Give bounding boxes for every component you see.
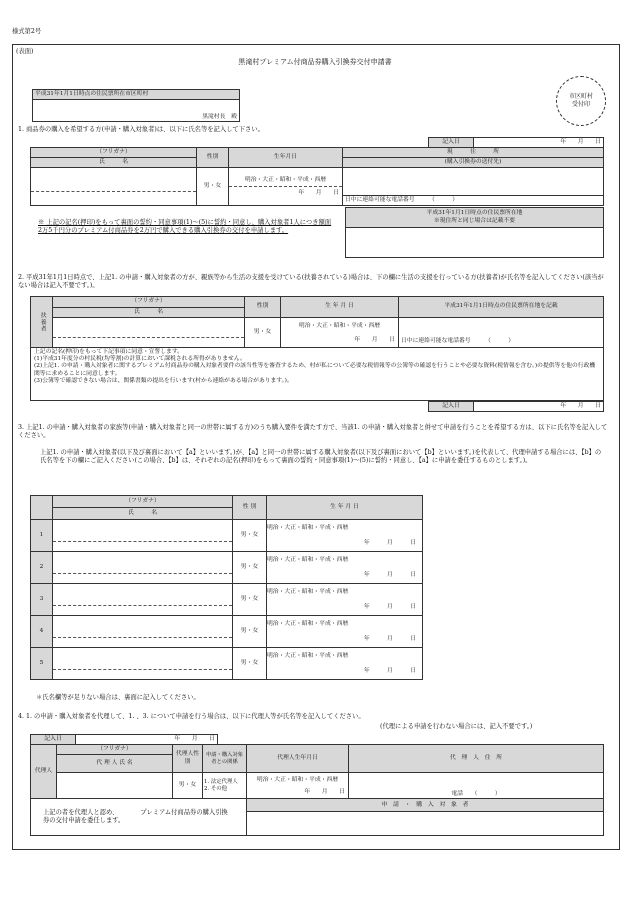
s4-table xyxy=(30,744,604,836)
section2-text: 2. 平成31年1月1日時点で、上記1. の申請・購入対象者の方が、親族等から生活の支援を受けている(扶養されている)場合は、下の欄に生活の支援を行っている方(扶養者)が氏名等を記入してください(該当がない場合は記入不要です。)。 xyxy=(18,274,604,290)
s1-era[interactable]: 明治・大正・昭和・平成・西暦 xyxy=(229,174,342,187)
s2-consent xyxy=(31,348,604,401)
s2-name-cell[interactable] xyxy=(53,318,245,348)
s1-prev-address xyxy=(345,207,604,258)
s1-kana-header: （フリガナ） xyxy=(31,148,197,158)
s3-ymd[interactable]: 年 月 日 xyxy=(363,667,416,674)
s1-date-label: 記入日 xyxy=(429,138,474,148)
s3-gender-value[interactable]: 男・女 xyxy=(233,648,267,680)
s3-row-number: 1 xyxy=(31,520,53,552)
s1-name-header: 氏 名 xyxy=(31,158,197,168)
s3-table xyxy=(30,495,423,680)
s2-consent-3: (3)公簿等で確認できない場合は、関係書類の提出を行います(村から連絡がある場合があります。)。 xyxy=(34,377,293,384)
s2-gender-value[interactable]: 男・女 xyxy=(245,318,281,348)
s1-address-cell[interactable] xyxy=(343,168,604,206)
s1-birth-cell[interactable] xyxy=(229,168,343,206)
s1-birth-header: 生年月日 xyxy=(229,148,343,168)
s3-ymd[interactable]: 年 月 日 xyxy=(363,603,416,610)
s1-ymd[interactable]: 年 月 日 xyxy=(298,190,339,196)
s4-date-label: 記入日 xyxy=(31,735,76,745)
s3-name-header: 氏 名 xyxy=(53,508,233,520)
s3-gender-value[interactable]: 男・女 xyxy=(233,616,267,648)
s2-date-label: 記入日 xyxy=(429,402,474,412)
s4-gender-value[interactable]: 男・女 xyxy=(173,773,203,799)
s3-ymd[interactable]: 年 月 日 xyxy=(363,635,416,642)
s3-kana-input[interactable] xyxy=(53,658,232,670)
section4-text: 4. 1. の申請・購入対象者を代理して、1. 、3. について申請を行う場合は、以下に代理人等が氏名等を記入してください。 xyxy=(18,713,365,720)
s1-address-sub: (購入引換券の送付先) xyxy=(343,158,604,168)
s2-birth-header: 生 年 月 日 xyxy=(281,297,399,318)
reception-stamp xyxy=(556,76,606,126)
side-label: (表面) xyxy=(16,48,34,55)
s1-date-value[interactable]: 年 月 日 xyxy=(474,138,604,148)
s3-row xyxy=(31,584,423,616)
address-box-header: 平成31年1月1日時点の住民票所在市区町村 xyxy=(33,90,240,100)
s4-ymd[interactable]: 年 月 日 xyxy=(304,788,345,795)
s1-phone[interactable]: 日中に連絡可能な電話番号 （ ） xyxy=(343,195,603,205)
s3-kana-input[interactable] xyxy=(53,530,232,542)
section3-explain: 上記1. の申請・購入対象者(以下及び裏面において【a】といいます。)が、【a】と同一の世帯に属する購入対象者(以下及び裏面において【b】といいます。)を代表して、代理申請する場合には、【b】の氏名等を下の欄にご記入ください(この場合、【b】は、それぞれの記名(押印)をもって裏面の誓約・同意事項(1)〜(5)に誓約・同意し、【a】に申請を委任するものとします。)。 xyxy=(40,449,602,465)
s4-address-header: 代 理 人 住 所 xyxy=(349,745,604,773)
s3-row xyxy=(31,552,423,584)
s3-gender-value[interactable]: 男・女 xyxy=(233,552,267,584)
s2-date-value[interactable]: 年 月 日 xyxy=(474,402,604,412)
s4-kana-header: （フリガナ） xyxy=(57,745,173,755)
s4-phone[interactable]: 電話 （ ） xyxy=(349,773,604,799)
s2-kana-input[interactable] xyxy=(53,327,244,338)
s4-date-value[interactable]: 年 月 日 xyxy=(76,735,218,745)
s4-relation-option-1[interactable]: 1. 法定代理人 xyxy=(204,778,238,785)
addressee: 黒滝村長 殿 xyxy=(33,100,240,122)
s3-row-number: 4 xyxy=(31,616,53,648)
s1-name-cell[interactable] xyxy=(31,168,197,206)
stamp-line2: 受付印 xyxy=(571,101,590,108)
s4-proxy-label: 代理人 xyxy=(31,745,57,799)
s3-row-number: 5 xyxy=(31,648,53,680)
s2-date-box xyxy=(428,401,604,412)
s3-gender-header: 性 別 xyxy=(233,496,267,520)
section3-text: 3. 上記1. の申請・購入対象者の家族等(申請・購入対象者と同一の世帯に属する方)のうち購入要件を満たす方で、当該1. の申請・購入対象者と併せて申請を行うことを希望する方は、以下に氏名等を記入してください。 xyxy=(18,424,608,440)
s3-kana-header: （フリガナ） xyxy=(53,496,233,508)
s4-applicant-input[interactable] xyxy=(247,812,603,835)
s1-kana-input[interactable] xyxy=(31,181,196,192)
s3-era[interactable]: 明治・大正・昭和・平成・西暦 xyxy=(267,556,349,563)
section1-text: 1. 商品券の購入を希望する方(申請・購入対象者)は、以下に氏名等を記入して下さい。 xyxy=(18,126,264,133)
section4-text2: (代理による申請を行わない場合には、記入不要です。) xyxy=(380,723,533,730)
stamp-line1: 市区町村 xyxy=(568,93,593,101)
s3-row-number: 3 xyxy=(31,584,53,616)
s3-row xyxy=(31,520,423,552)
s2-name-header: 氏 名 xyxy=(53,308,245,318)
s1-prev-address-label: 平成31年1月1日時点の住民票所在地 xyxy=(426,210,523,217)
s3-era[interactable]: 明治・大正・昭和・平成・西暦 xyxy=(267,588,349,595)
s2-birth-cell[interactable] xyxy=(281,318,399,348)
s4-relation-option-2[interactable]: 2. その他 xyxy=(204,785,228,792)
address-box xyxy=(32,89,240,122)
s2-table xyxy=(30,296,604,401)
s3-era[interactable]: 明治・大正・昭和・平成・西暦 xyxy=(267,620,349,627)
s3-kana-input[interactable] xyxy=(53,626,232,638)
form-number: 様式第2号 xyxy=(12,28,42,35)
s4-name-header: 代 理 人 氏 名 xyxy=(57,755,173,773)
s4-relation-header: 申請・購入対象者との関係 xyxy=(203,745,247,773)
s2-ymd[interactable]: 年 月 日 xyxy=(354,336,395,343)
s2-consent-1: (1)平成31年度分の村民税(均等割)の計算において課税される所得がありません。 xyxy=(34,356,246,363)
s2-consent-2: (2)上記1. の申請・購入対象者に関するプレミアム付商品券の購入対象者要件の該当性等を審査するため、村が私について必要な税情報等の公簿等の確認を行うことや必要な資料(税情報を含む。)の提供等を他の行政機関等に求めることに同意します。 xyxy=(34,363,596,377)
s4-era[interactable]: 明治・大正・昭和・平成・西暦 xyxy=(256,776,339,783)
s3-birth-header: 生 年 月 日 xyxy=(267,496,423,520)
s4-delegate: 上記の者を代理人と認め、 プレミアム付商品券の購入引換券の交付申請を委任します。 xyxy=(31,799,247,836)
s3-era[interactable]: 明治・大正・昭和・平成・西暦 xyxy=(267,524,349,531)
s2-phone[interactable]: 日中に連絡可能な電話番号 （ ） xyxy=(401,337,515,344)
s3-gender-value[interactable]: 男・女 xyxy=(233,584,267,616)
s1-gender-value[interactable]: 男・女 xyxy=(197,168,229,206)
s3-ymd[interactable]: 年 月 日 xyxy=(363,539,416,546)
s4-birth-header: 代理人生年月日 xyxy=(247,745,349,773)
s1-note: ※ 上記の記名(押印)をもって裏面の誓約・同意事項(1)〜(5)に誓約・同意し、購入対象者1人につき額面2万5千円分のプレミアム付商品券を2万円で購入できる購入引換券の交付を申請します。 xyxy=(38,219,332,235)
form-title: 黒滝村プレミアム付商品券購入引換券交付申請書 xyxy=(238,58,392,66)
s2-era[interactable]: 明治・大正・昭和・平成・西暦 xyxy=(298,322,381,329)
s2-consent-0: 上記の記名(押印)をもって下記事項に同意・宣誓します。 xyxy=(34,349,183,355)
s1-prev-address-sub: ※現住所と同じ場合は記載不要 xyxy=(433,217,516,224)
s3-row xyxy=(31,616,423,648)
s3-ymd[interactable]: 年 月 日 xyxy=(363,571,416,578)
s2-address-header: 平成31年1月1日時点の住民票所在地を記載 xyxy=(399,297,604,318)
s1-table xyxy=(30,147,604,206)
s1-gender-header: 性別 xyxy=(197,148,229,168)
s3-kana-input[interactable] xyxy=(53,594,232,606)
s3-kana-input[interactable] xyxy=(53,562,232,574)
s3-era[interactable]: 明治・大正・昭和・平成・西暦 xyxy=(267,652,349,659)
s1-prev-address-input[interactable] xyxy=(346,228,604,258)
s2-gender-header: 性別 xyxy=(245,297,281,318)
s2-kana-header: （フリガナ） xyxy=(53,297,245,308)
s2-row-label: 扶養者 xyxy=(31,297,53,348)
s4-name-input[interactable] xyxy=(57,773,173,799)
s1-address-header: 現 住 所 xyxy=(343,148,604,158)
s2-address-cell[interactable] xyxy=(399,318,604,348)
s3-footnote: ＊氏名欄等が足りない場合は、裏面に記入してください。 xyxy=(36,694,200,701)
s3-row-number: 2 xyxy=(31,552,53,584)
s3-row xyxy=(31,648,423,680)
s4-gender-header: 代理人性別 xyxy=(173,745,203,773)
s3-gender-value[interactable]: 男・女 xyxy=(233,520,267,552)
s4-applicant-header: 申 請 ・ 購 入 対 象 者 xyxy=(247,799,603,812)
